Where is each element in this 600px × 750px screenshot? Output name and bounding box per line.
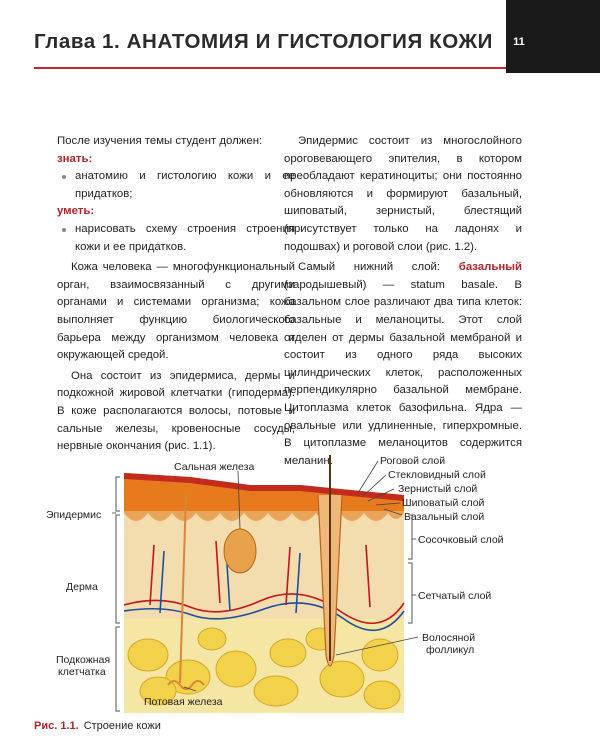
basal-lead: Самый нижний слой: [298, 261, 459, 274]
label-reticular-layer: Сетчатый слой [418, 590, 492, 602]
bullet-icon [62, 175, 66, 179]
paragraph-skin-layers: Она состоит из эпидермиса, дермы и подкожной жировой клетчатки (гиподерма). В коже располагаются волосы, потовые и сальные железы, кровеносные сосуды, нервные окончания (рис. 1.1). [57, 369, 295, 453]
can-item-text: нарисовать схему строения строения кожи и ее придатков. [75, 222, 295, 253]
chapter-title: Глава 1. АНАТОМИЯ И ГИСТОЛОГИЯ КОЖИ [34, 30, 493, 53]
caption-text: Строение кожи [83, 720, 161, 732]
dermis-region [124, 507, 404, 619]
skin-illustration [40, 455, 560, 717]
know-item [57, 168, 295, 203]
know-item-text: анатомию и гистологию кожи и ее придатков; [75, 170, 295, 200]
page-number: 11 [513, 36, 525, 48]
page-number-tab [506, 0, 600, 73]
label-sebaceous-gland: Сальная железа [174, 461, 255, 473]
can-item [57, 221, 295, 256]
figure-caption [34, 720, 161, 732]
label-sweat-gland: Потовая железа [144, 696, 223, 708]
paragraph-skin-function: Кожа человека — многофункциональный орган, взаимосвязанный с другими органами и системами организма; кожа выполняет функцию биологического барьера между организмом человека и окружающей средой. [57, 261, 295, 362]
label-stratum-corneum: Роговой слой [380, 455, 446, 467]
page-header [0, 0, 600, 76]
label-dermis: Дерма [66, 581, 98, 593]
label-hair-follicle-2: фолликул [426, 644, 475, 656]
objectives-intro: После изучения темы студент должен: [57, 135, 263, 147]
sebaceous-gland-shape [224, 529, 256, 573]
basal-rest: (зародышевый) — statum basale. В базальном слое различают два типа клеток: базальные и меланоциты. Этот слой отделен от дермы базальной мембраной и состоит из одного ряда высоких цилиндрических клеток, расположенных перпендикулярно базальной мембране. Цитоплазма клеток базофильна. Ядра — овальные или удлиненные, гиперхромные. В цитоплазме меланоцитов содержится меланин. [284, 278, 522, 467]
paragraph-basal-layer [284, 259, 522, 470]
caption-number: Рис. 1.1. [34, 720, 79, 732]
label-hypodermis-1: Подкожная [56, 654, 111, 666]
label-stratum-granulosum: Зернистый слой [398, 483, 478, 495]
label-papillary-layer: Сосочковый слой [418, 534, 504, 546]
label-stratum-lucidum: Стекловидный слой [388, 469, 486, 481]
can-label: уметь: [57, 205, 95, 218]
bullet-icon [62, 228, 66, 232]
left-column [57, 133, 295, 456]
right-column [284, 133, 522, 470]
label-stratum-spinosum: Шиповатый слой [402, 497, 485, 509]
left-brackets [116, 477, 120, 711]
label-hypodermis-2: клетчатка [58, 666, 106, 678]
label-stratum-basale: Базальный слой [404, 511, 485, 523]
right-brackets [408, 515, 412, 623]
know-label: знать: [57, 152, 93, 165]
header-rule [34, 67, 506, 69]
paragraph-epidermis: Эпидермис состоит из многослойного ороговевающего эпителия, в котором преобладают кератиноциты; они постоянно обновляются и формируют базальный, шиповатый, зернистый, блестящий (присутствует только на ладонях и подошвах) и роговой слои (рис. 1.2). [284, 135, 522, 253]
skin-structure-figure [40, 455, 560, 717]
label-epidermis: Эпидермис [46, 509, 102, 521]
basal-keyword: базальный [458, 261, 522, 274]
label-hair-follicle-1: Волосяной [422, 632, 476, 644]
